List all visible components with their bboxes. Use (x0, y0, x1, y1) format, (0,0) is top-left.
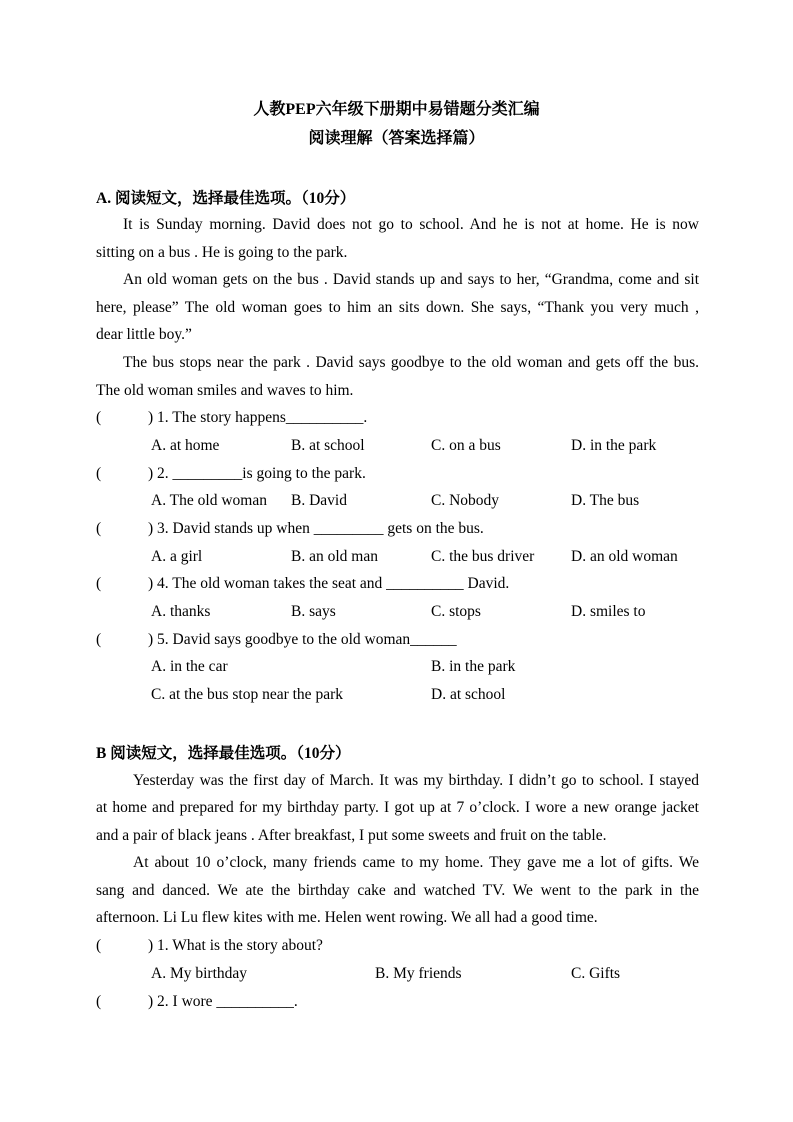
option-d: D. at school (431, 686, 506, 703)
option-c: C. on a bus (431, 437, 501, 454)
option-b: B. says (291, 603, 336, 620)
option-c: C. Gifts (571, 965, 621, 982)
option-a: A. thanks (151, 603, 211, 620)
section-b-passage-line: At about 10 o’clock, many friends came to my home. They gave me a lot of gifts. We (133, 854, 699, 871)
question-a2 (96, 465, 366, 483)
option-a: A. in the car (151, 658, 228, 675)
answer-blank[interactable]: ( (96, 993, 102, 1010)
question-text: ) 1. What is the story about? (148, 937, 323, 954)
question-a5 (96, 631, 457, 649)
section-a-passage-line: It is Sunday morning. David does not go to school. And he is not at home. He is now (123, 216, 699, 233)
section-b-passage-line: at home and prepared for my birthday party. I got up at 7 o’clock. I wore a new orange jacket (96, 799, 699, 816)
option-b: B. an old man (291, 548, 378, 565)
section-a-passage-line: dear little boy.” (96, 326, 192, 343)
option-c: C. the bus driver (431, 548, 535, 565)
answer-blank[interactable]: ( (96, 937, 102, 954)
answer-blank[interactable]: ( (96, 409, 102, 426)
option-c: C. Nobody (431, 492, 500, 509)
answer-blank[interactable]: ( (96, 520, 102, 537)
answer-blank[interactable]: ( (96, 575, 102, 592)
option-a: A. at home (151, 437, 220, 454)
option-a: A. a girl (151, 548, 203, 565)
question-a4 (96, 575, 509, 593)
section-a-passage-line: The bus stops near the park . David says goodbye to the old woman and gets off the bus. (123, 354, 699, 371)
option-c: C. at the bus stop near the park (151, 686, 343, 703)
section-a-passage-line: The old woman smiles and waves to him. (96, 382, 354, 399)
option-d: D. The bus (571, 492, 640, 509)
question-text: ) 2. _________is going to the park. (148, 465, 366, 482)
option-d: D. in the park (571, 437, 657, 454)
option-a: A. My birthday (151, 965, 248, 982)
document-subtitle: 阅读理解（答案选择篇） (308, 130, 485, 147)
question-text: ) 3. David stands up when _________ gets on the bus. (148, 520, 484, 537)
section-b-passage-line: and a pair of black jeans . After breakfast, I put some sweets and fruit on the table. (96, 827, 607, 844)
option-a: A. The old woman (151, 492, 267, 509)
option-d: D. an old woman (571, 548, 678, 565)
answer-blank[interactable]: ( (96, 631, 102, 648)
question-text: ) 1. The story happens__________. (148, 409, 368, 426)
section-a-heading: A. 阅读短文，选择最佳选项。（10分） (96, 190, 356, 207)
question-b2 (96, 993, 298, 1011)
question-text: ) 2. I wore __________. (148, 993, 298, 1010)
section-b-heading: B 阅读短文，选择最佳选项。（10分） (96, 745, 351, 762)
answer-blank[interactable]: ( (96, 465, 102, 482)
section-b-passage-line: afternoon. Li Lu flew kites with me. Helen went rowing. We all had a good time. (96, 909, 598, 926)
option-b: B. at school (291, 437, 365, 454)
option-b: B. David (291, 492, 347, 509)
option-d: D. smiles to (571, 603, 646, 620)
question-text: ) 5. David says goodbye to the old woman______ (148, 631, 457, 648)
option-b: B. My friends (375, 965, 462, 982)
question-a3 (96, 520, 484, 538)
section-b-passage-line: sang and danced. We ate the birthday cake and watched TV. We went to the park in the (96, 882, 699, 899)
section-a-passage-line: here, please” The old woman goes to him an sits down. She says, “Thank you very much , (96, 299, 699, 316)
section-b-passage-line: Yesterday was the first day of March. It was my birthday. I didn’t go to school. I stayed (133, 772, 699, 789)
section-a-passage-line: An old woman gets on the bus . David stands up and says to her, “Grandma, come and sit (123, 271, 699, 288)
question-text: ) 4. The old woman takes the seat and __________ David. (148, 575, 510, 592)
option-c: C. stops (431, 603, 481, 620)
option-b: B. in the park (431, 658, 516, 675)
question-a1 (96, 409, 367, 427)
document-title: 人教PEP六年级下册期中易错题分类汇编 (253, 101, 540, 118)
section-a-passage-line: sitting on a bus . He is going to the park. (96, 244, 348, 261)
question-b1 (96, 937, 323, 955)
